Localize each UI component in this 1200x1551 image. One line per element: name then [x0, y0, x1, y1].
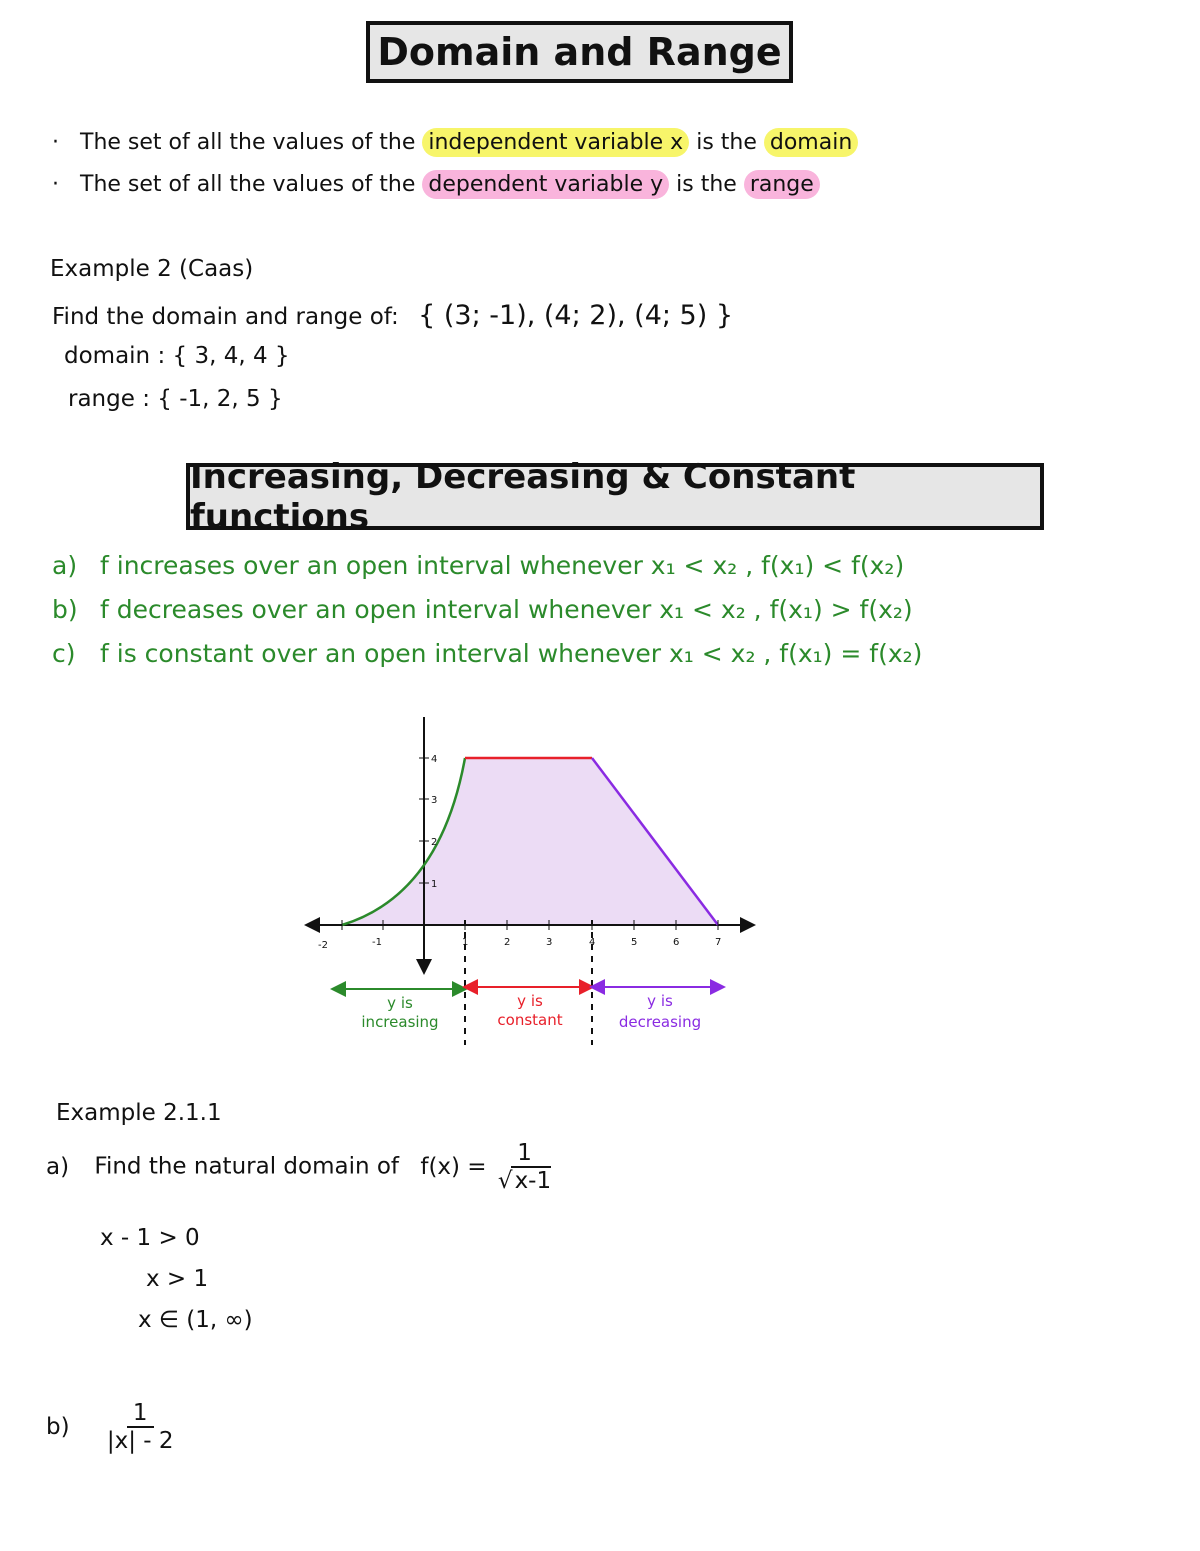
ordered-pair-set: { (3; -1), (4; 2), (4; 5) }	[418, 300, 734, 331]
increasing-label-bottom: increasing	[361, 1013, 439, 1031]
x-tick-label: 2	[504, 937, 511, 948]
example-2-prompt: Find the domain and range of: { (3; -1), (4; 2), (4; 5) }	[52, 300, 734, 331]
step-1: x - 1 > 0	[100, 1225, 200, 1251]
example-211-b: b) $\frac{1}{|x| - 2}$	[46, 1400, 178, 1454]
rule-constant: c) f is constant over an open interval whenever x₁ < x₂ , f(x₁) = f(x₂)	[52, 639, 923, 668]
example-2-range: range : { -1, 2, 5 }	[68, 386, 283, 412]
page-title: Domain and Range	[366, 21, 793, 83]
fraction-b: $\frac{1}{|x| - 2}$	[106, 1400, 174, 1454]
increasing-label-top: y is	[387, 994, 413, 1012]
x-tick-label: 4	[589, 937, 596, 948]
function-graph	[300, 705, 770, 1050]
highlight-domain: domain	[764, 128, 858, 157]
constant-label-bottom: constant	[497, 1011, 563, 1029]
y-tick-label: 1	[431, 879, 438, 890]
decreasing-label-top: y is	[647, 992, 673, 1010]
y-tick-label: 3	[431, 795, 438, 806]
x-tick-label: 3	[546, 937, 553, 948]
domain-definition: · The set of all the values of the independent variable x is the domain	[52, 130, 858, 155]
x-tick-label: 7	[715, 937, 722, 948]
x-tick-label: -2	[318, 940, 328, 951]
section-title: Increasing, Decreasing & Constant functions	[186, 463, 1044, 530]
x-tick-label: 6	[673, 937, 680, 948]
constant-label-top: y is	[517, 992, 543, 1010]
example-2-domain: domain : { 3, 4, 4 }	[64, 343, 290, 369]
x-tick-label: 1	[462, 937, 469, 948]
step-2: x > 1	[146, 1266, 209, 1292]
example-211-heading: Example 2.1.1	[56, 1100, 222, 1126]
rule-increasing: a) f increases over an open interval whenever x₁ < x₂ , f(x₁) < f(x₂)	[52, 551, 905, 580]
graph-shaded-area	[342, 758, 718, 925]
example-211-a: a) Find the natural domain of f(x) = $\frac{1}{√x-1}$	[46, 1140, 555, 1194]
y-tick-label: 4	[431, 754, 438, 765]
fraction-a: $\frac{1}{√x-1}$	[497, 1140, 552, 1194]
rule-decreasing: b) f decreases over an open interval whenever x₁ < x₂ , f(x₁) > f(x₂)	[52, 595, 913, 624]
highlight-dependent-variable: dependent variable y	[422, 170, 669, 199]
decreasing-label-bottom: decreasing	[618, 1013, 702, 1031]
y-tick-label: 2	[431, 837, 438, 848]
x-tick-label: -1	[372, 937, 382, 948]
range-definition: · The set of all the values of the dependent variable y is the range	[52, 172, 820, 197]
example-2-heading: Example 2 (Caas)	[50, 256, 254, 282]
x-tick-label: 5	[631, 937, 638, 948]
step-3: x ∈ (1, ∞)	[138, 1307, 253, 1333]
highlight-range: range	[744, 170, 820, 199]
highlight-independent-variable: independent variable x	[422, 128, 689, 157]
